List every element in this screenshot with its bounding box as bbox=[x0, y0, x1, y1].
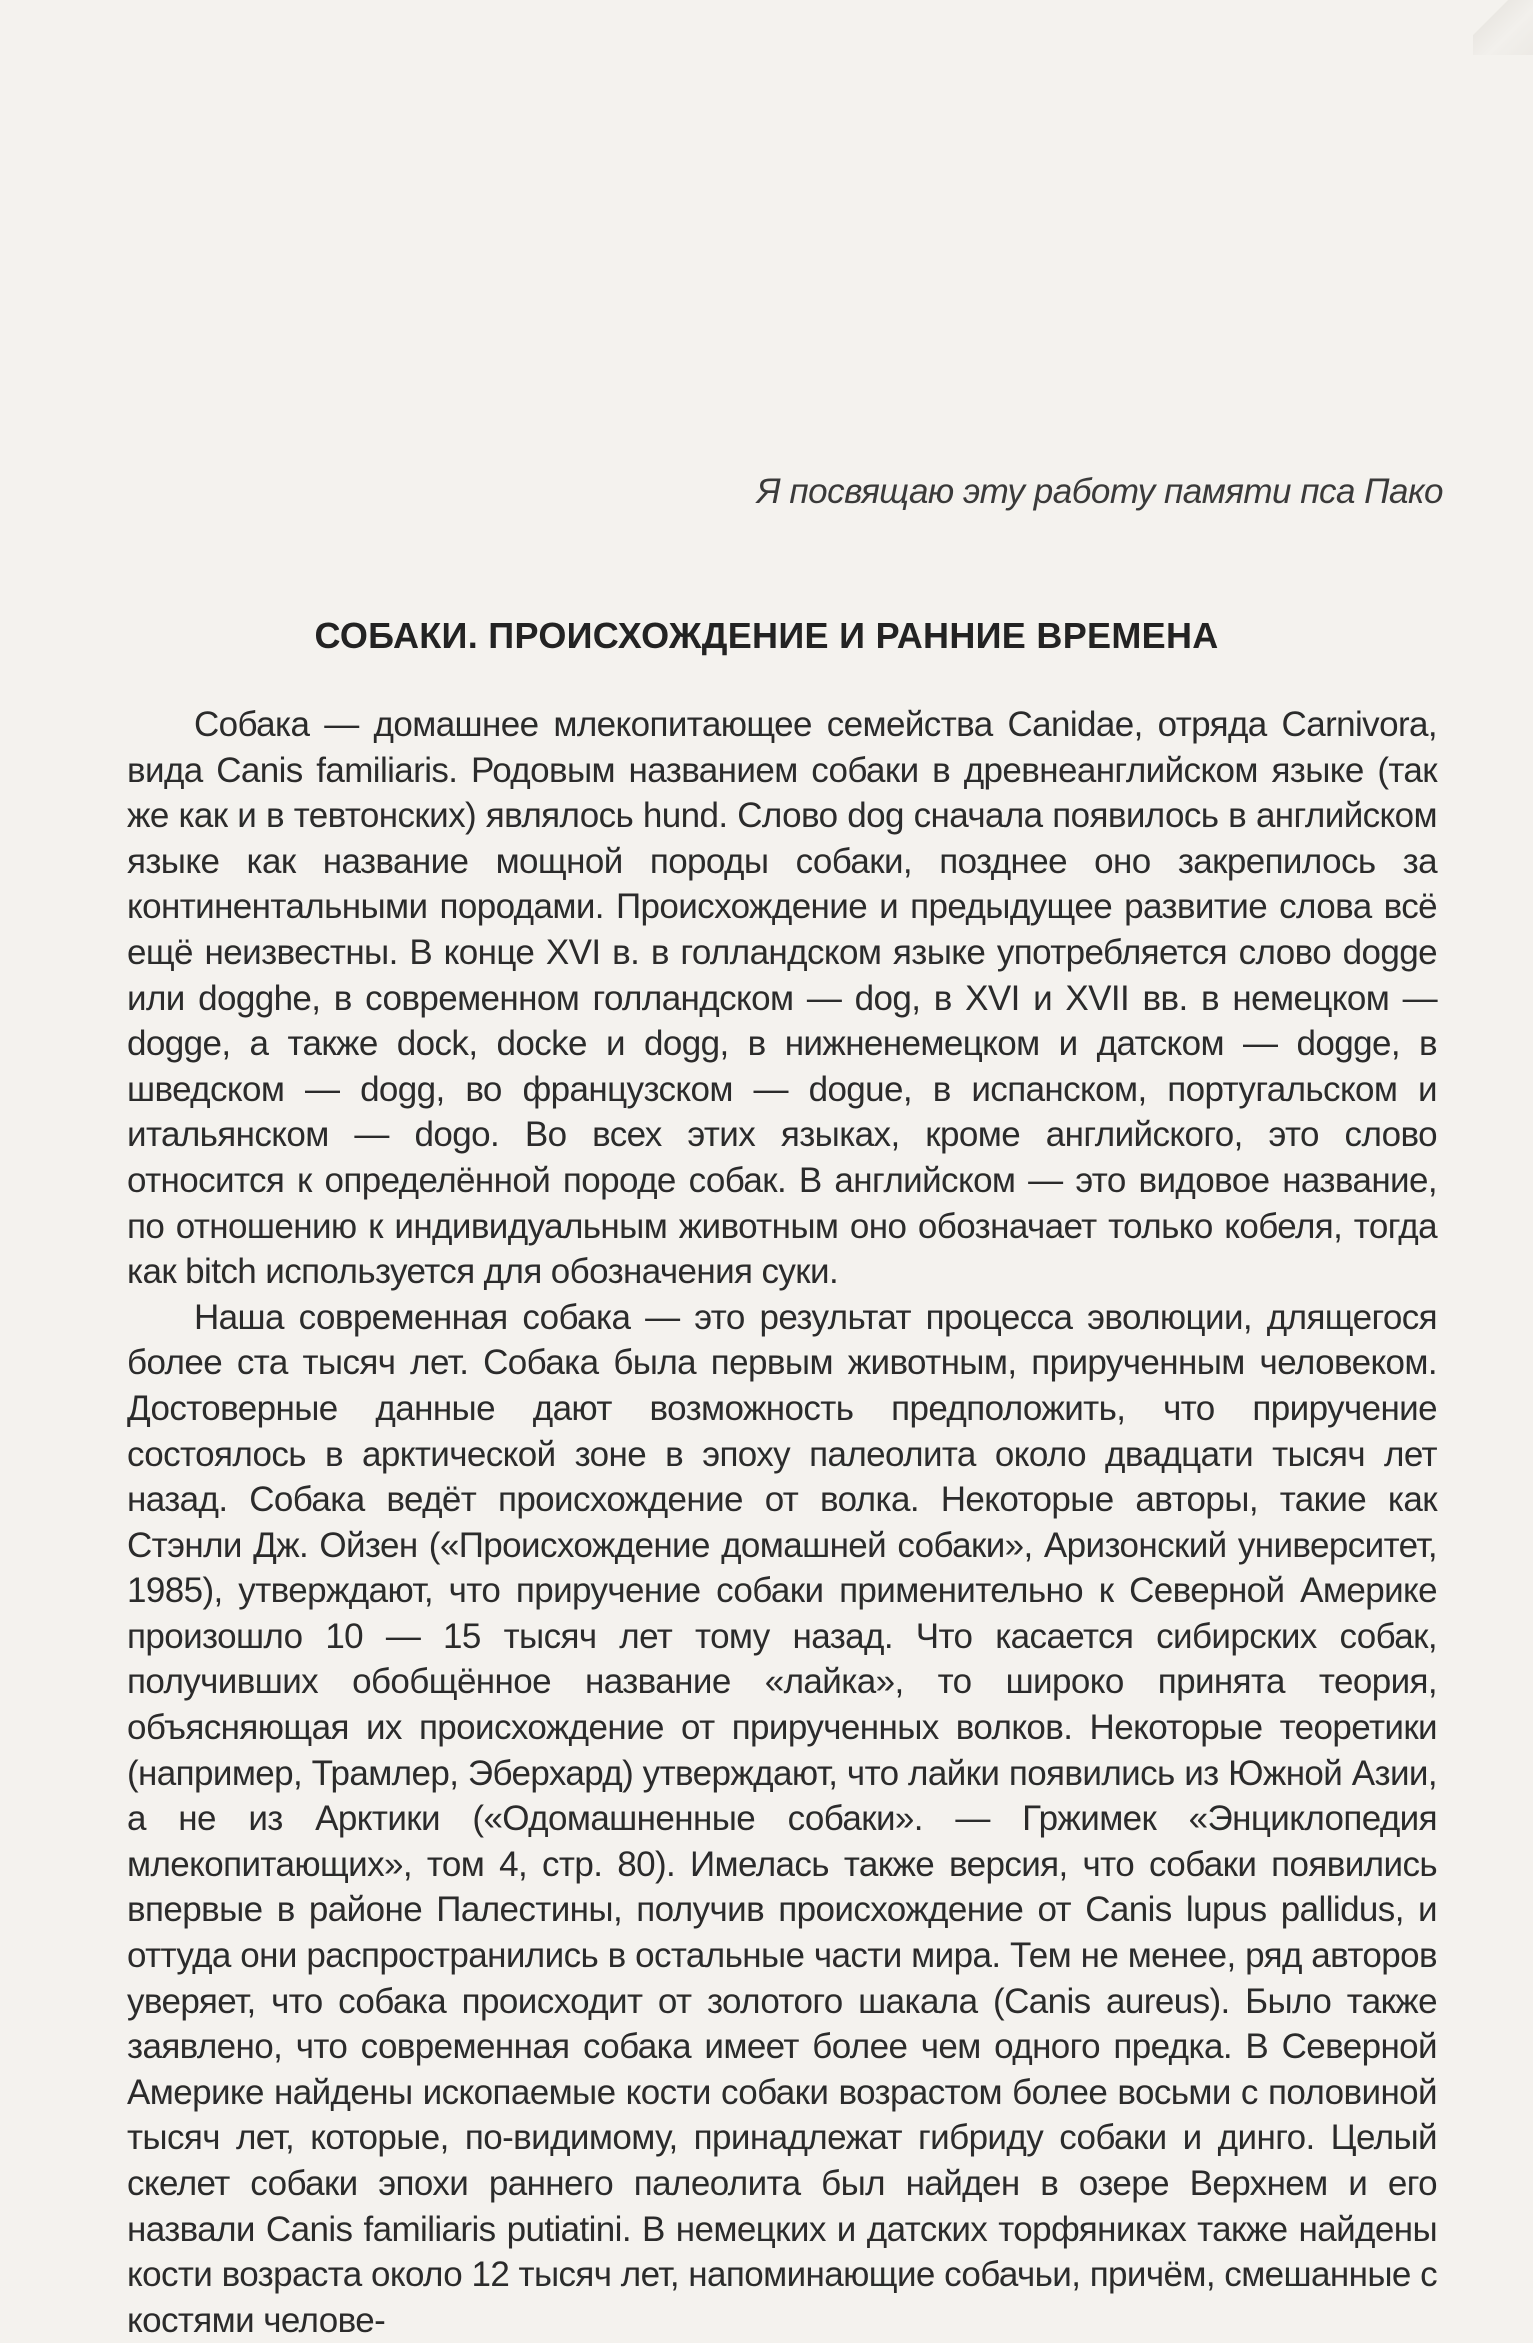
scan-corner-mark bbox=[1473, 0, 1533, 55]
body-text bbox=[127, 702, 1437, 2343]
chapter-title: СОБАКИ. ПРОИСХОЖДЕНИЕ И РАННИЕ ВРЕМЕНА bbox=[314, 615, 1219, 656]
paragraph: Собака — домашнее млекопитающее семейства Canidae, отряда Carnivora, вида Canis familiaris. Родовым названием собаки в древнеанглийском языке (так же как и в тевтонских) являлось hund. Слово dog сначала появилось в английском языке как название мощной породы собаки, позднее оно закрепилось за континентальными породами. Происхождение и предыдущее развитие слова всё ещё неизвестны. В конце XVI в. в голландском языке употребляется слово dogge или dogghe, в современном голландском — dog, в XVI и XVII вв. в немецком — dogge, а также dock, docke и dogg, в нижненемецком и датском — dogge, в шведском — dogg, во французском — dogue, в испанском, португальском и итальянском — dogo. Во всех этих языках, кроме английского, это слово относится к определённой породе собак. В английском — это видовое название, по отношению к индивидуальным животным оно обозначает только кобеля, тогда как bitch используется для обозначения суки. bbox=[127, 705, 1437, 1292]
paragraph: Наша современная собака — это результат процесса эволюции, длящегося более ста тысяч лет. Собака была первым животным, прирученным человеком. Достоверные данные дают возможность предположить, что приручение состоялось в арктической зоне в эпоху палеолита около двадцати тысяч лет назад. Собака ведёт происхождение от волка. Некоторые авторы, такие как Стэнли Дж. Ойзен («Происхождение домашней собаки», Аризонский университет, 1985), утверждают, что приручение собаки применительно к Северной Америке произошло 10 — 15 тысяч лет тому назад. Что касается сибирских собак, получивших обобщённое название «лайка», то широко принята теория, объясняющая их происхождение от прирученных волков. Некоторые теоретики (например, Трамлер, Эберхард) утверждают, что лайки появились из Южной Азии, а не из Арктики («Одомашненные собаки». — Гржимек «Энциклопедия млекопитающих», том 4, стр. 80). Имелась также версия, что собаки появились впервые в районе Палестины, получив происхождение от Canis lupus pallidus, и оттуда они распространились в остальные части мира. Тем не менее, ряд авторов уверяет, что собака происходит от золотого шакала (Canis aureus). Было также заявлено, что современная собака имеет более чем одного предка. В Северной Америке найдены ископаемые кости собаки возрастом более восьми с половиной тысяч лет, которые, по-видимому, принадлежат гибриду собаки и динго. Целый скелет собаки эпохи раннего палеолита был найден в озере Верхнем и его назвали Canis familiaris putiatini. В немецких и датских торфяниках также найдены кости возраста около 12 тысяч лет, напоминающие собачьи, причём, смешанные с костями челове- bbox=[127, 1297, 1437, 2340]
dedication: Я посвящаю эту работу памяти пса Пако bbox=[756, 472, 1443, 511]
